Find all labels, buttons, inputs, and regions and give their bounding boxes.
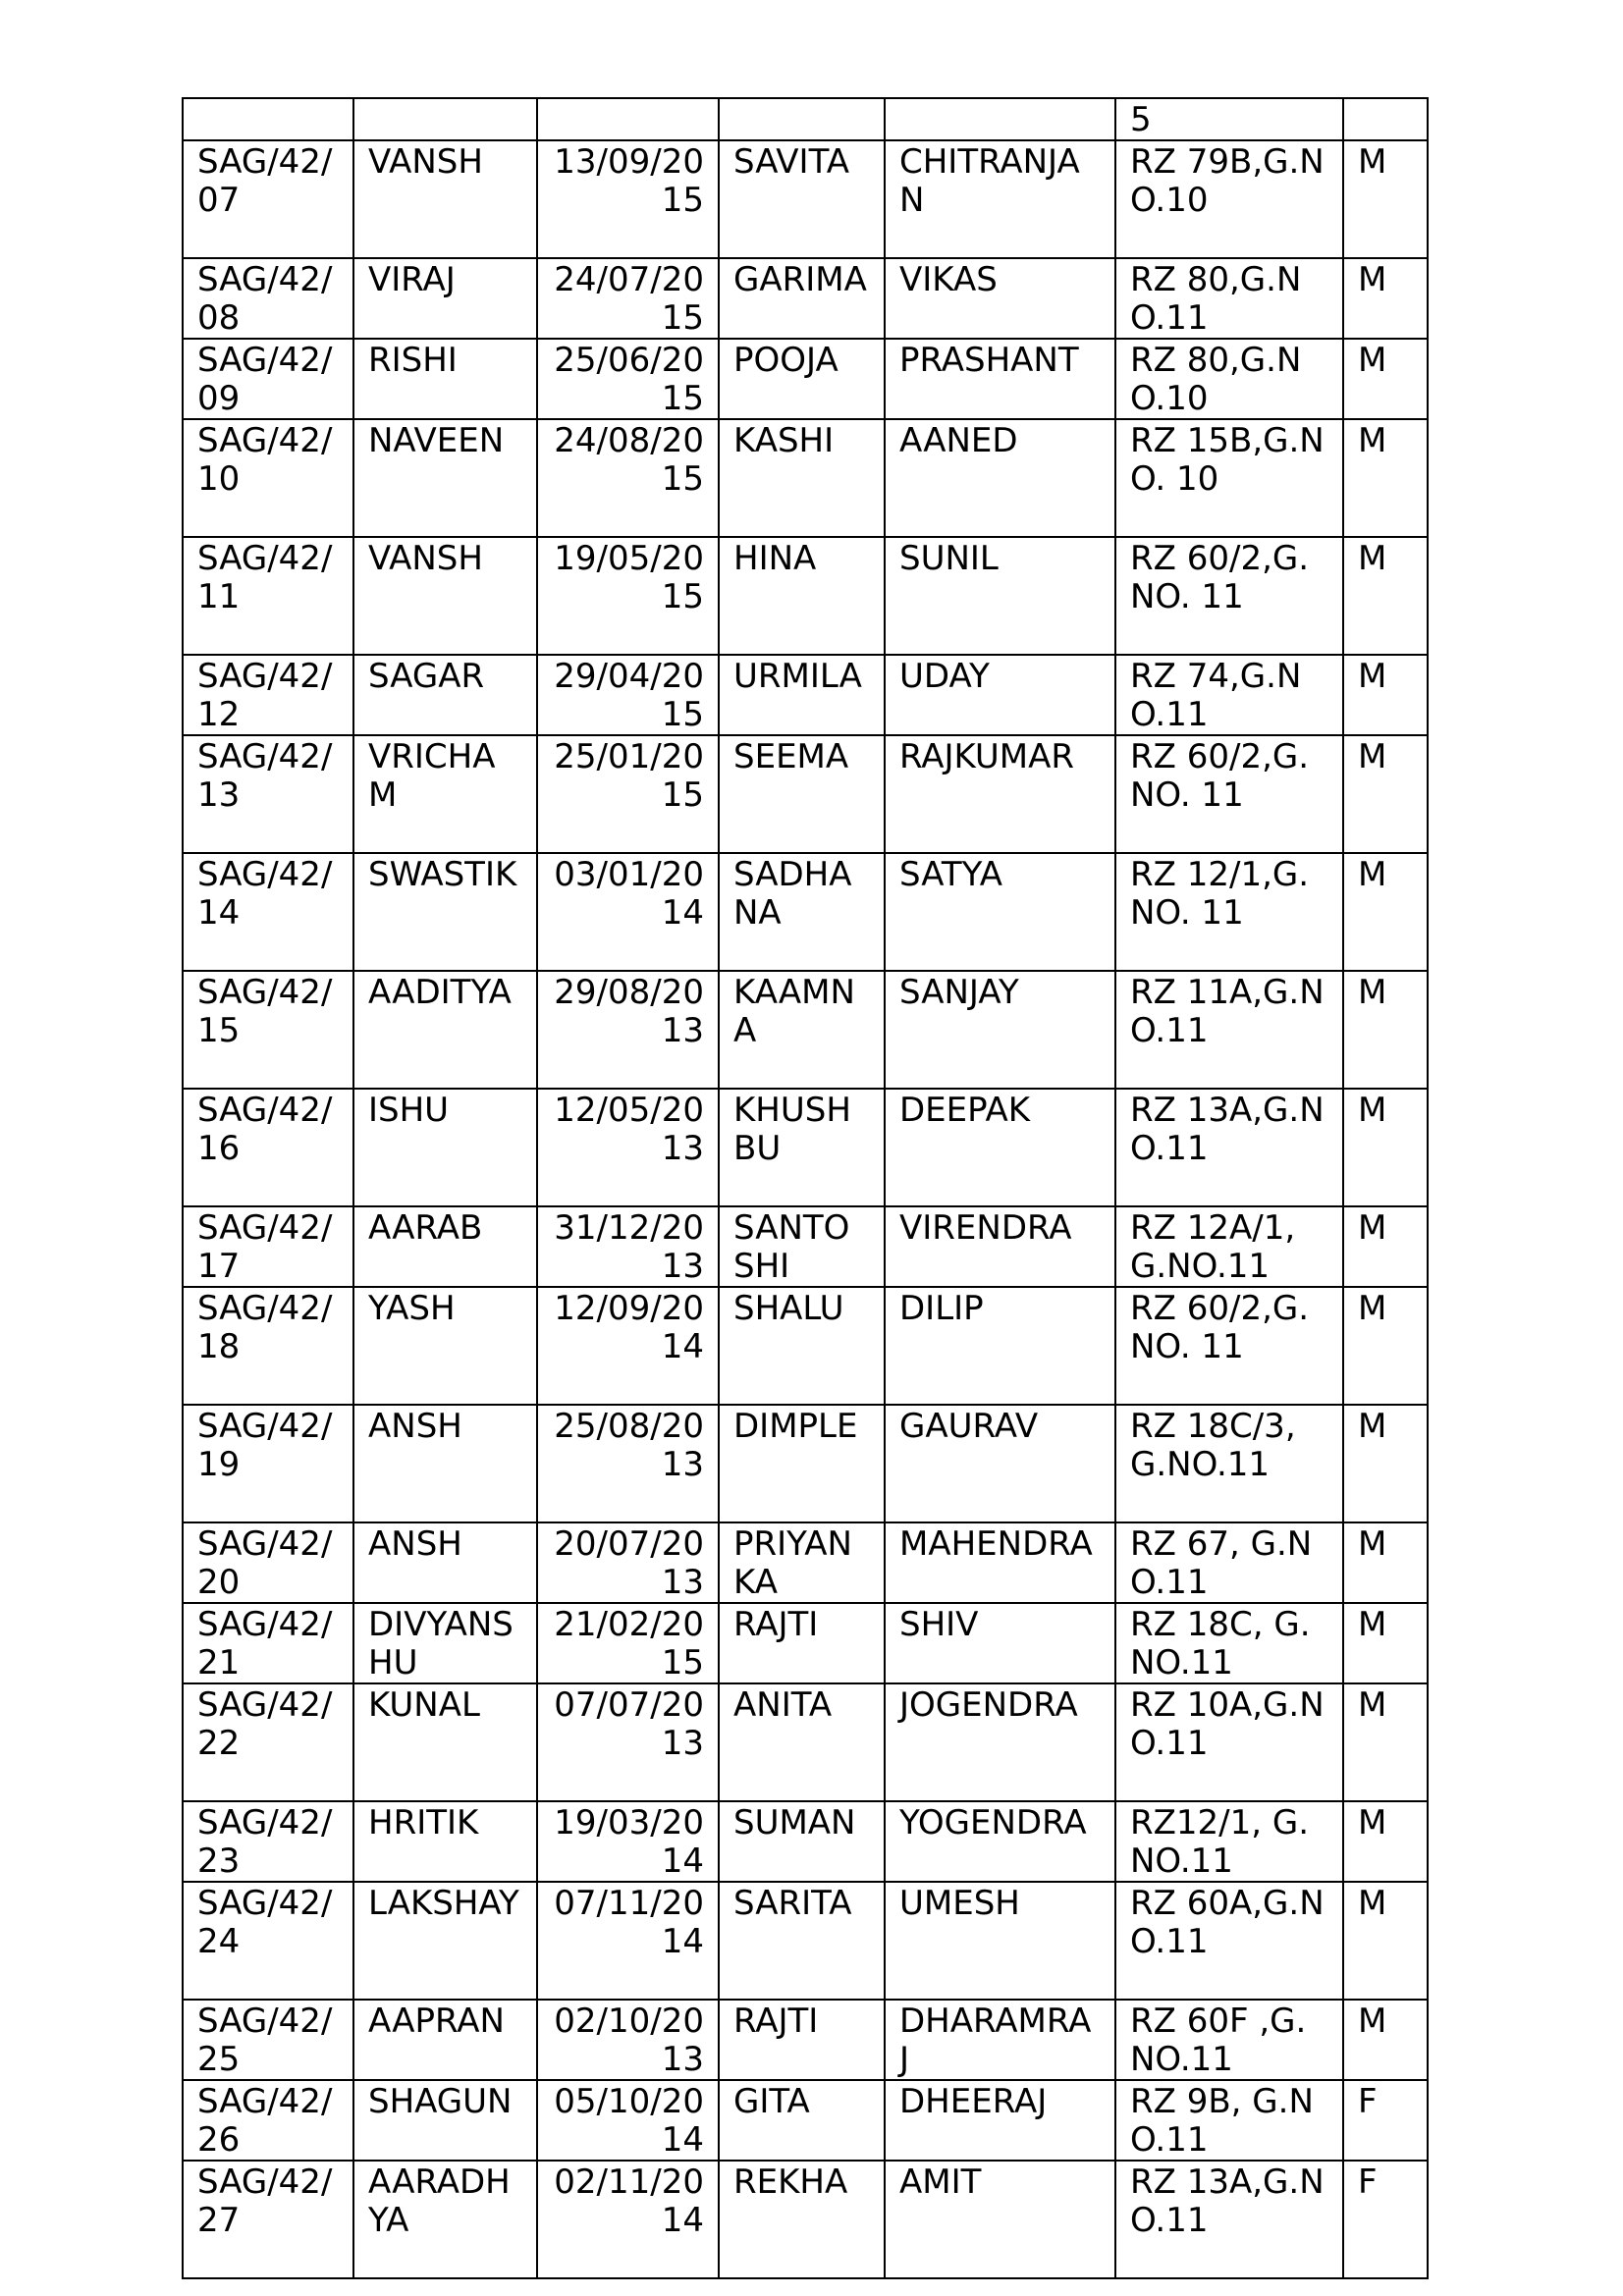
- address-cell: RZ 60A,G.NO.11: [1115, 1882, 1343, 2000]
- mother-name-cell: SUMAN: [719, 1801, 885, 1882]
- address-cell: RZ 10A,G.NO.11: [1115, 1683, 1343, 1801]
- student-name-cell: SWASTIK: [353, 853, 537, 971]
- date-of-birth-cell: 13/09/2015: [537, 140, 719, 258]
- address-cell: RZ 18C/3,G.NO.11: [1115, 1405, 1343, 1522]
- gender-cell: M: [1343, 258, 1428, 339]
- table-row: [183, 1206, 1428, 1287]
- mother-name-cell: RAJTI: [719, 1603, 885, 1683]
- gender-cell: F: [1343, 2080, 1428, 2161]
- date-of-birth-cell: 19/03/2014: [537, 1801, 719, 1882]
- table-row: [183, 1089, 1428, 1206]
- gender-cell: M: [1343, 1882, 1428, 2000]
- address-cell: RZ 12/1,G.NO. 11: [1115, 853, 1343, 971]
- table-row: [183, 1801, 1428, 1882]
- date-of-birth-cell: 05/10/2014: [537, 2080, 719, 2161]
- student-name-cell: ISHU: [353, 1089, 537, 1206]
- address-cell: RZ 60/2,G.NO. 11: [1115, 1287, 1343, 1405]
- date-of-birth-cell: 02/10/2013: [537, 2000, 719, 2080]
- student-name-cell: HRITIK: [353, 1801, 537, 1882]
- student-name-cell: AAPRAN: [353, 2000, 537, 2080]
- gender-cell: M: [1343, 1206, 1428, 1287]
- mother-name-cell: URMILA: [719, 655, 885, 735]
- address-cell: RZ 13A,G.NO.11: [1115, 1089, 1343, 1206]
- table-row: [183, 1882, 1428, 2000]
- admission-number-cell: SAG/42/14: [183, 853, 353, 971]
- date-of-birth-cell: 31/12/2013: [537, 1206, 719, 1287]
- gender-cell: M: [1343, 339, 1428, 419]
- admission-number-cell: SAG/42/25: [183, 2000, 353, 2080]
- admission-number-cell: SAG/42/08: [183, 258, 353, 339]
- admission-number-cell: SAG/42/20: [183, 1522, 353, 1603]
- father-name-cell: UMESH: [885, 1882, 1115, 2000]
- admission-number-cell: SAG/42/15: [183, 971, 353, 1089]
- admission-number-cell: SAG/42/11: [183, 537, 353, 655]
- student-name-cell: VRICHAM: [353, 735, 537, 853]
- admission-number-cell: SAG/42/10: [183, 419, 353, 537]
- father-name-cell: CHITRANJAN: [885, 140, 1115, 258]
- table-row: [183, 1522, 1428, 1603]
- gender-cell: M: [1343, 655, 1428, 735]
- address-cell: RZ 80,G.NO.10: [1115, 339, 1343, 419]
- date-of-birth-cell: 19/05/2015: [537, 537, 719, 655]
- date-of-birth-cell: 25/06/2015: [537, 339, 719, 419]
- father-name-cell: DHEERAJ: [885, 2080, 1115, 2161]
- admission-number-cell: SAG/42/17: [183, 1206, 353, 1287]
- father-name-cell: JOGENDRA: [885, 1683, 1115, 1801]
- address-cell: RZ 60F ,G.NO.11: [1115, 2000, 1343, 2080]
- father-name-cell: YOGENDRA: [885, 1801, 1115, 1882]
- date-of-birth-cell: 02/11/2014: [537, 2161, 719, 2278]
- table-row: [183, 1683, 1428, 1801]
- student-name-cell: LAKSHAY: [353, 1882, 537, 2000]
- address-cell: RZ 18C, G.NO.11: [1115, 1603, 1343, 1683]
- mother-name-cell: DIMPLE: [719, 1405, 885, 1522]
- father-name-cell: SHIV: [885, 1603, 1115, 1683]
- student-name-cell: KUNAL: [353, 1683, 537, 1801]
- date-of-birth-cell: 24/08/2015: [537, 419, 719, 537]
- address-cell: RZ 15B,G.NO. 10: [1115, 419, 1343, 537]
- mother-name-cell: KASHI: [719, 419, 885, 537]
- father-name-cell: SUNIL: [885, 537, 1115, 655]
- admission-number-cell: [183, 98, 353, 140]
- admission-number-cell: SAG/42/09: [183, 339, 353, 419]
- table-body: [183, 98, 1428, 2278]
- student-name-cell: NAVEEN: [353, 419, 537, 537]
- admission-number-cell: SAG/42/21: [183, 1603, 353, 1683]
- admission-number-cell: SAG/42/22: [183, 1683, 353, 1801]
- student-name-cell: DIVYANSHU: [353, 1603, 537, 1683]
- table-row: [183, 853, 1428, 971]
- address-cell: RZ 60/2,G.NO. 11: [1115, 537, 1343, 655]
- date-of-birth-cell: 07/07/2013: [537, 1683, 719, 1801]
- father-name-cell: [885, 98, 1115, 140]
- address-cell: RZ 9B, G.NO.11: [1115, 2080, 1343, 2161]
- father-name-cell: SANJAY: [885, 971, 1115, 1089]
- father-name-cell: AMIT: [885, 2161, 1115, 2278]
- mother-name-cell: [719, 98, 885, 140]
- gender-cell: M: [1343, 419, 1428, 537]
- table-row: [183, 1287, 1428, 1405]
- address-cell: RZ 79B,G.NO.10: [1115, 140, 1343, 258]
- student-register-table: [182, 97, 1429, 2279]
- table-row: [183, 140, 1428, 258]
- father-name-cell: RAJKUMAR: [885, 735, 1115, 853]
- mother-name-cell: GITA: [719, 2080, 885, 2161]
- date-of-birth-cell: 03/01/2014: [537, 853, 719, 971]
- mother-name-cell: ANITA: [719, 1683, 885, 1801]
- table-row: [183, 419, 1428, 537]
- admission-number-cell: SAG/42/19: [183, 1405, 353, 1522]
- gender-cell: M: [1343, 1522, 1428, 1603]
- admission-number-cell: SAG/42/12: [183, 655, 353, 735]
- father-name-cell: AANED: [885, 419, 1115, 537]
- student-name-cell: VANSH: [353, 537, 537, 655]
- date-of-birth-cell: 07/11/2014: [537, 1882, 719, 2000]
- table-row: [183, 655, 1428, 735]
- student-name-cell: ANSH: [353, 1405, 537, 1522]
- gender-cell: M: [1343, 1287, 1428, 1405]
- mother-name-cell: SAVITA: [719, 140, 885, 258]
- mother-name-cell: SARITA: [719, 1882, 885, 2000]
- student-name-cell: [353, 98, 537, 140]
- student-name-cell: YASH: [353, 1287, 537, 1405]
- gender-cell: [1343, 98, 1428, 140]
- mother-name-cell: PRIYANKA: [719, 1522, 885, 1603]
- student-name-cell: AADITYA: [353, 971, 537, 1089]
- address-cell: RZ 60/2,G.NO. 11: [1115, 735, 1343, 853]
- admission-number-cell: SAG/42/23: [183, 1801, 353, 1882]
- father-name-cell: SATYA: [885, 853, 1115, 971]
- mother-name-cell: POOJA: [719, 339, 885, 419]
- gender-cell: M: [1343, 1603, 1428, 1683]
- gender-cell: M: [1343, 1801, 1428, 1882]
- mother-name-cell: HINA: [719, 537, 885, 655]
- address-cell: RZ 74,G.NO.11: [1115, 655, 1343, 735]
- table-row: [183, 98, 1428, 140]
- admission-number-cell: SAG/42/26: [183, 2080, 353, 2161]
- address-cell: RZ 67, G.NO.11: [1115, 1522, 1343, 1603]
- table-row: [183, 2161, 1428, 2278]
- student-name-cell: VIRAJ: [353, 258, 537, 339]
- father-name-cell: VIRENDRA: [885, 1206, 1115, 1287]
- date-of-birth-cell: 20/07/2013: [537, 1522, 719, 1603]
- table-row: [183, 339, 1428, 419]
- student-name-cell: AARAB: [353, 1206, 537, 1287]
- student-name-cell: ANSH: [353, 1522, 537, 1603]
- father-name-cell: VIKAS: [885, 258, 1115, 339]
- gender-cell: M: [1343, 735, 1428, 853]
- address-cell: RZ12/1, G.NO.11: [1115, 1801, 1343, 1882]
- table-row: [183, 1405, 1428, 1522]
- admission-number-cell: SAG/42/13: [183, 735, 353, 853]
- father-name-cell: MAHENDRA: [885, 1522, 1115, 1603]
- date-of-birth-cell: 25/01/2015: [537, 735, 719, 853]
- mother-name-cell: RAJTI: [719, 2000, 885, 2080]
- father-name-cell: DILIP: [885, 1287, 1115, 1405]
- mother-name-cell: REKHA: [719, 2161, 885, 2278]
- gender-cell: M: [1343, 140, 1428, 258]
- father-name-cell: DEEPAK: [885, 1089, 1115, 1206]
- table-row: [183, 537, 1428, 655]
- gender-cell: M: [1343, 2000, 1428, 2080]
- address-cell: RZ 11A,G.NO.11: [1115, 971, 1343, 1089]
- mother-name-cell: KAAMNA: [719, 971, 885, 1089]
- admission-number-cell: SAG/42/07: [183, 140, 353, 258]
- gender-cell: M: [1343, 1405, 1428, 1522]
- father-name-cell: PRASHANT: [885, 339, 1115, 419]
- date-of-birth-cell: 29/04/2015: [537, 655, 719, 735]
- father-name-cell: UDAY: [885, 655, 1115, 735]
- table-row: [183, 2080, 1428, 2161]
- gender-cell: M: [1343, 1683, 1428, 1801]
- date-of-birth-cell: 29/08/2013: [537, 971, 719, 1089]
- mother-name-cell: SADHANA: [719, 853, 885, 971]
- gender-cell: M: [1343, 1089, 1428, 1206]
- table-row: [183, 971, 1428, 1089]
- address-cell: RZ 12A/1, G.NO.11: [1115, 1206, 1343, 1287]
- student-name-cell: SAGAR: [353, 655, 537, 735]
- father-name-cell: GAURAV: [885, 1405, 1115, 1522]
- table-row: [183, 735, 1428, 853]
- father-name-cell: DHARAMRAJ: [885, 2000, 1115, 2080]
- mother-name-cell: GARIMA: [719, 258, 885, 339]
- mother-name-cell: SHALU: [719, 1287, 885, 1405]
- student-name-cell: SHAGUN: [353, 2080, 537, 2161]
- mother-name-cell: SEEMA: [719, 735, 885, 853]
- table-row: [183, 1603, 1428, 1683]
- date-of-birth-cell: 12/09/2014: [537, 1287, 719, 1405]
- student-name-cell: AARADHYA: [353, 2161, 537, 2278]
- mother-name-cell: KHUSHBU: [719, 1089, 885, 1206]
- address-cell: 5: [1115, 98, 1343, 140]
- admission-number-cell: SAG/42/27: [183, 2161, 353, 2278]
- mother-name-cell: SANTOSHI: [719, 1206, 885, 1287]
- date-of-birth-cell: 12/05/2013: [537, 1089, 719, 1206]
- gender-cell: M: [1343, 971, 1428, 1089]
- admission-number-cell: SAG/42/18: [183, 1287, 353, 1405]
- admission-number-cell: SAG/42/16: [183, 1089, 353, 1206]
- address-cell: RZ 13A,G.NO.11: [1115, 2161, 1343, 2278]
- gender-cell: M: [1343, 853, 1428, 971]
- gender-cell: F: [1343, 2161, 1428, 2278]
- table-row: [183, 2000, 1428, 2080]
- student-name-cell: RISHI: [353, 339, 537, 419]
- date-of-birth-cell: 25/08/2013: [537, 1405, 719, 1522]
- date-of-birth-cell: 21/02/2015: [537, 1603, 719, 1683]
- address-cell: RZ 80,G.NO.11: [1115, 258, 1343, 339]
- admission-number-cell: SAG/42/24: [183, 1882, 353, 2000]
- student-name-cell: VANSH: [353, 140, 537, 258]
- table-row: [183, 258, 1428, 339]
- date-of-birth-cell: [537, 98, 719, 140]
- date-of-birth-cell: 24/07/2015: [537, 258, 719, 339]
- gender-cell: M: [1343, 537, 1428, 655]
